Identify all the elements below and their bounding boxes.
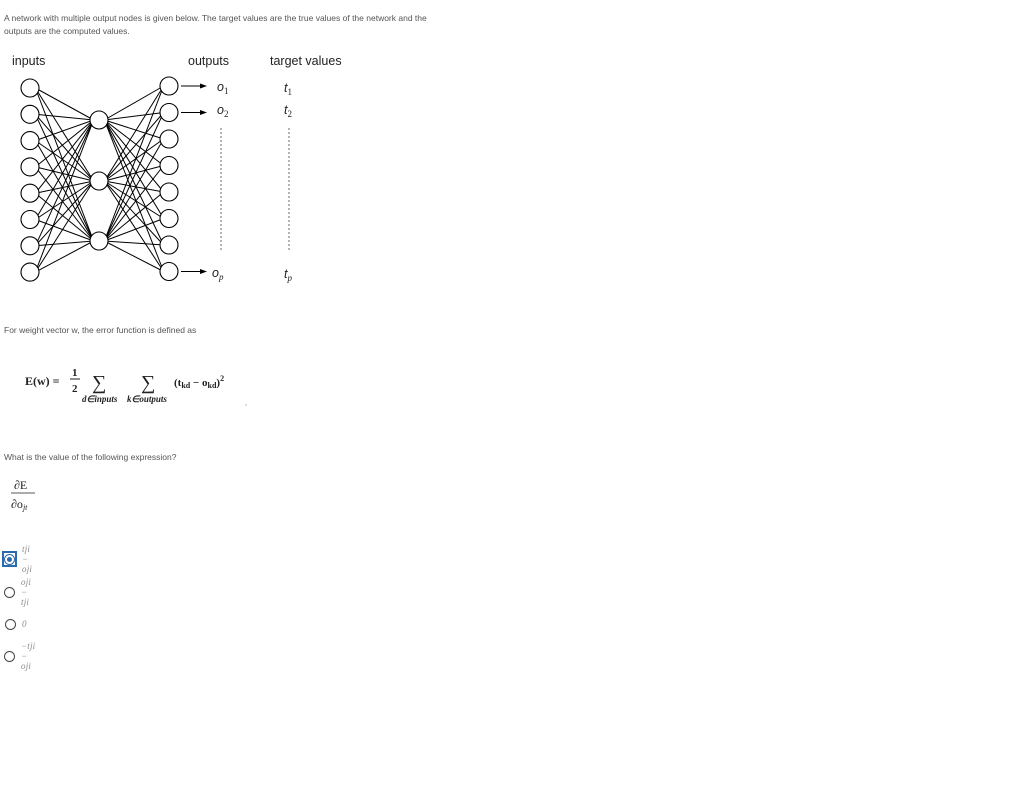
output-node [160, 104, 178, 122]
radio-button[interactable] [4, 554, 15, 565]
output-node [160, 130, 178, 148]
output-arrows [181, 84, 207, 275]
hidden-output-edge [104, 113, 163, 121]
hidden-output-edge [104, 86, 163, 120]
formula-fraction-denominator: 2 [72, 383, 78, 395]
hidden-node [90, 111, 108, 129]
input-hidden-edge [35, 88, 93, 241]
formula-fraction-numerator: 1 [72, 367, 78, 379]
output-node [160, 210, 178, 228]
derivative-denominator: ∂ojt [11, 497, 28, 512]
answer-option-label: tji − oji [22, 544, 33, 574]
target-values-label: target values [270, 54, 342, 68]
input-node [21, 158, 39, 176]
answer-option-4[interactable] [3, 641, 36, 671]
intro-paragraph [4, 12, 454, 38]
hidden-output-edge [104, 166, 163, 182]
output-node [160, 77, 178, 95]
formula-lhs: E(w) = [25, 374, 60, 388]
input-hidden-edge [35, 241, 93, 272]
hidden-output-edge [104, 241, 163, 272]
input-node [21, 211, 39, 229]
input-node [21, 263, 39, 281]
answer-option-2[interactable] [3, 577, 32, 607]
derivative-numerator: ∂E [14, 478, 28, 492]
radio-selected-dot [7, 557, 12, 562]
input-node [21, 105, 39, 123]
outputs-label: outputs [188, 54, 230, 68]
arrowhead-icon [200, 84, 207, 89]
hidden-output-edge [104, 139, 163, 181]
radio-focus-ring [3, 649, 16, 663]
formula-sum1-subscript: d∈inputs [82, 394, 118, 404]
hidden-output-edge [104, 86, 163, 181]
formula-summand: (tkd − okd)$^2$ [174, 374, 225, 390]
input-node [21, 132, 39, 150]
intro-line-1: A network with multiple output nodes is given below. The target values are the true values of the network and the [4, 13, 427, 23]
answer-option-3[interactable] [3, 614, 27, 634]
formula-sum2-subscript: k∈outputs [127, 394, 167, 404]
input-node [21, 237, 39, 255]
hidden-node [90, 232, 108, 250]
target-t1-label: $t_1$ [284, 81, 292, 97]
answer-option-label: −tji − oji [21, 641, 36, 671]
output-o2-label: $o_2$ [217, 103, 229, 119]
input-hidden-edge [35, 241, 93, 246]
output-node [160, 236, 178, 254]
formula-stray-dot [245, 404, 246, 405]
radio-button[interactable] [5, 619, 16, 630]
intro-line-2: outputs are the computed values. [4, 26, 130, 36]
inputs-label: inputs [12, 54, 46, 68]
partial-derivative-expression [8, 476, 48, 516]
hidden-output-edge [104, 86, 163, 241]
output-o1-label: $o_1$ [217, 80, 229, 96]
input-node [21, 184, 39, 202]
network-diagram [0, 45, 380, 295]
target-t2-label: $t_2$ [284, 103, 292, 119]
input-node [21, 79, 39, 97]
output-node [160, 157, 178, 175]
hidden-output-edge [104, 241, 163, 245]
radio-focus-ring [2, 551, 17, 567]
error-intro-text: For weight vector w, the error function is defined as [4, 325, 197, 335]
answer-option-1[interactable] [3, 544, 33, 574]
question-text: What is the value of the following expression? [4, 452, 177, 462]
input-hidden-edge [35, 114, 93, 181]
hidden-node [90, 172, 108, 190]
output-op-label: $o_p$ [212, 266, 224, 282]
arrowhead-icon [200, 269, 207, 274]
radio-button[interactable] [4, 587, 15, 598]
target-tp-label: $t_p$ [284, 267, 292, 283]
input-hidden-edge [35, 141, 93, 181]
answer-option-label: oji − tji [21, 577, 32, 607]
formula-sigma-2: ∑ [141, 372, 156, 394]
arrowhead-icon [200, 110, 207, 115]
formula-sigma-1: ∑ [92, 372, 107, 394]
error-function-formula [0, 358, 260, 408]
radio-button[interactable] [4, 651, 15, 662]
radio-focus-ring [3, 617, 17, 631]
radio-focus-ring [3, 585, 16, 599]
output-node [160, 183, 178, 201]
output-node [160, 263, 178, 281]
answer-option-label: 0 [22, 619, 27, 629]
